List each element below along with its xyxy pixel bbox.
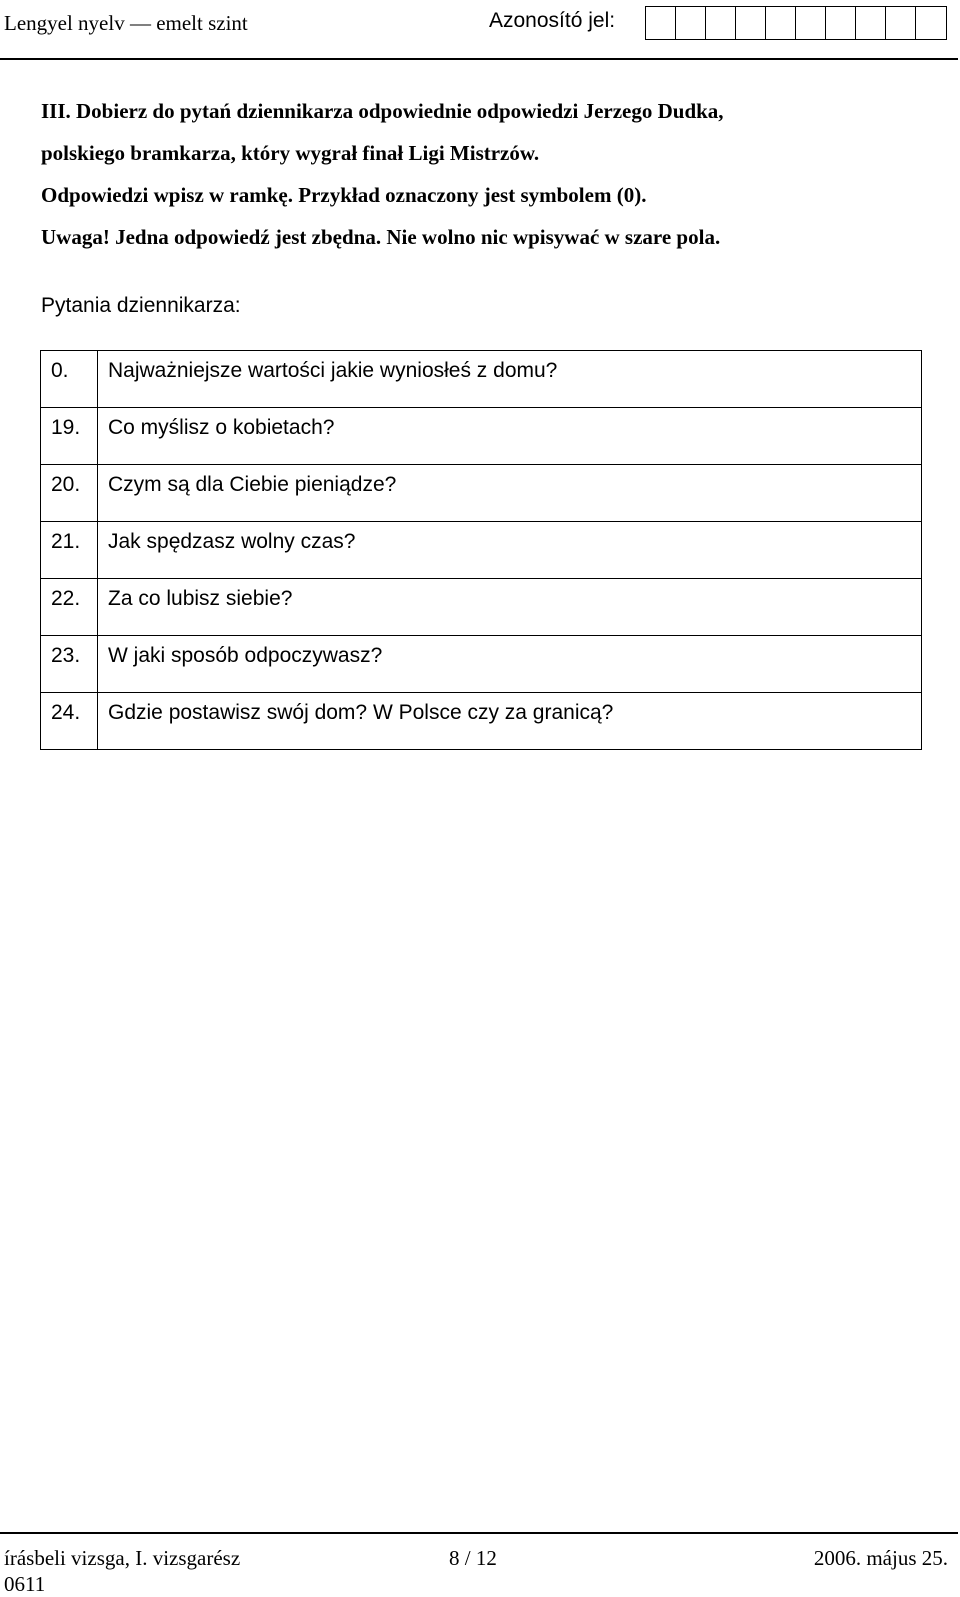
question-number: 21. (41, 522, 98, 579)
question-row (41, 579, 922, 636)
id-box[interactable] (886, 7, 916, 39)
question-text: Za co lubisz siebie? (98, 579, 922, 636)
id-box[interactable] (736, 7, 766, 39)
id-boxes (645, 6, 947, 40)
page-number: 8 / 12 (449, 1546, 497, 1570)
exam-part-label: írásbeli vizsga, I. vizsgarész (4, 1546, 241, 1570)
task-instructions (41, 90, 921, 258)
instruction-line: polskiego bramkarza, który wygrał finał Ligi Mistrzów. (41, 141, 540, 165)
question-number: 23. (41, 636, 98, 693)
question-number: 0. (41, 351, 98, 408)
question-text: Najważniejsze wartości jakie wyniosłeś z domu? (98, 351, 922, 408)
page-header (0, 0, 958, 60)
id-box[interactable] (646, 7, 676, 39)
instruction-line: III. Dobierz do pytań dziennikarza odpowiednie odpowiedzi Jerzego Dudka, (41, 99, 724, 123)
id-box[interactable] (766, 7, 796, 39)
question-number: 19. (41, 408, 98, 465)
questions-heading: Pytania dziennikarza: (41, 294, 241, 317)
header-title: Lengyel nyelv — emelt szint (4, 11, 248, 35)
question-row (41, 408, 922, 465)
question-text: Gdzie postawisz swój dom? W Polsce czy za granicą? (98, 693, 922, 750)
question-number: 22. (41, 579, 98, 636)
question-number: 24. (41, 693, 98, 750)
id-box[interactable] (826, 7, 856, 39)
instruction-line: Odpowiedzi wpisz w ramkę. Przykład oznaczony jest symbolem (0). (41, 183, 647, 207)
question-text: Co myślisz o kobietach? (98, 408, 922, 465)
question-row (41, 522, 922, 579)
exam-code: 0611 (4, 1572, 46, 1596)
question-text: Jak spędzasz wolny czas? (98, 522, 922, 579)
question-row (41, 636, 922, 693)
id-box[interactable] (676, 7, 706, 39)
question-text: W jaki sposób odpoczywasz? (98, 636, 922, 693)
question-number: 20. (41, 465, 98, 522)
instruction-line: Uwaga! Jedna odpowiedź jest zbędna. Nie wolno nic wpisywać w szare pola. (41, 225, 721, 249)
question-text: Czym są dla Ciebie pieniądze? (98, 465, 922, 522)
question-row (41, 465, 922, 522)
page-footer (0, 1532, 958, 1596)
question-row (41, 693, 922, 750)
id-label: Azonosító jel: (489, 9, 616, 32)
exam-date: 2006. május 25. (813, 1546, 948, 1570)
id-box[interactable] (796, 7, 826, 39)
id-box[interactable] (856, 7, 886, 39)
question-row (41, 351, 922, 408)
id-box[interactable] (706, 7, 736, 39)
id-box[interactable] (916, 7, 946, 39)
questions-table (40, 350, 922, 750)
